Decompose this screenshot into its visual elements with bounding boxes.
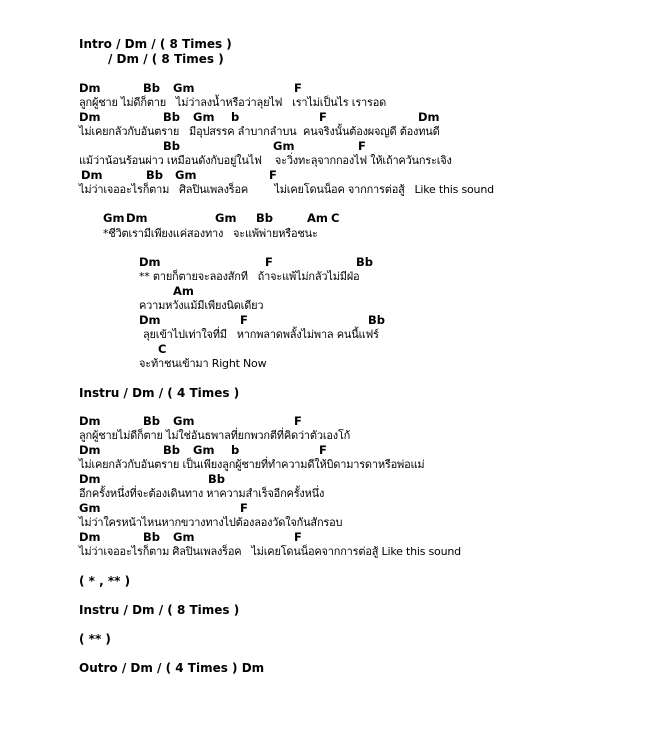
lyric-line: ลูกผู้ชาย ไม่ดีก็ตาย ไม่ว่าลงน้ำหรือว่าลุยไฟ เราไม่เป็นไร เรารอด xyxy=(79,96,387,109)
chord: Dm xyxy=(79,414,101,428)
lyric-line: ไม่เคยกลัวกับอันตราย เป็นเพียงลูกผู้ชายที่ทำความดีให้บิดามารดาหรือพ่อแม่ xyxy=(79,458,425,471)
lyric-line: จะท้าชนเข้ามา Right Now xyxy=(139,357,267,370)
chord: Bb xyxy=(208,472,225,486)
chord: Gm xyxy=(173,414,195,428)
chord: Bb xyxy=(368,313,385,327)
chord: Dm xyxy=(81,168,103,182)
chord: Bb xyxy=(143,414,160,428)
chord: b xyxy=(231,110,240,124)
chord: Bb xyxy=(143,530,160,544)
chord: F xyxy=(265,255,273,269)
chord: C xyxy=(158,342,167,356)
chord: Gm xyxy=(103,211,125,225)
chord: Dm xyxy=(79,472,101,486)
intro-line-2: / Dm / ( 8 Times ) xyxy=(108,52,224,66)
lyric-line: ลุยเข้าไปเท่าใจที่มี หากพลาดพลั้งไม่พาล คนนี้แฟร์ xyxy=(143,328,379,341)
chord: Bb xyxy=(163,443,180,457)
chord: Dm xyxy=(139,255,161,269)
chord: Gm xyxy=(173,81,195,95)
chord: Am xyxy=(307,211,328,225)
lyric-line: ** ตายก็ตายจะลองสักที ถ้าจะแพ้ไม่กลัวไม่มีฝ่อ xyxy=(139,270,360,283)
chord: Bb xyxy=(256,211,273,225)
chord: Dm xyxy=(79,81,101,95)
lyric-line: ไม่ว่าเจออะไรก็ตาม ศิลปินเพลงร็อค ไม่เคยโดนน็อค จากการต่อสู้ Like this sound xyxy=(79,183,494,196)
lyric-line: แม้ว่าน้อนร้อนผ่าว เหมือนดังกับอยู่ในไฟ จะวิ่งทะลุจากกองไฟ ให้เถ้าควันกระเจิง xyxy=(79,154,452,167)
chord: Gm xyxy=(173,530,195,544)
chord: Dm xyxy=(79,530,101,544)
lyric-line: ไม่เคยกลัวกับอันตราย มีอุปสรรค ลำบากลำบน คนจริงนั้นต้องผจญดี ต้องทนดี xyxy=(79,125,440,138)
lyric-line: ไม่ว่าใครหน้าไหนหากขวางทางไปต้องลองวัดใจกันสักรอบ xyxy=(79,516,343,529)
chord: Bb xyxy=(163,139,180,153)
chord: F xyxy=(269,168,277,182)
chord: F xyxy=(294,530,302,544)
repeat-line: ( ** ) xyxy=(79,632,111,646)
lyric-line: อีกครั้งหนึ่งที่จะต้องเดินทาง หาความสำเร็จอีกครั้งหนึ่ง xyxy=(79,487,325,500)
chord: Bb xyxy=(146,168,163,182)
chord: Gm xyxy=(193,110,215,124)
chord: Bb xyxy=(163,110,180,124)
chord: Bb xyxy=(356,255,373,269)
chord: F xyxy=(319,110,327,124)
chord: F xyxy=(358,139,366,153)
chord: F xyxy=(240,313,248,327)
chord: Dm xyxy=(79,110,101,124)
chord: Gm xyxy=(215,211,237,225)
outro-line: Outro / Dm / ( 4 Times ) Dm xyxy=(79,661,265,675)
chord: Gm xyxy=(175,168,197,182)
lyric-line: ความหวังแม้มีเพียงนิดเดียว xyxy=(139,299,264,312)
intro-line: Intro / Dm / ( 8 Times ) xyxy=(79,37,232,51)
lyric-line: ไม่ว่าเจออะไรก็ตาม ศิลปินเพลงร็อค ไม่เคยโดนน็อคจากการต่อสู้ Like this sound xyxy=(79,545,461,558)
repeat-line: ( * , ** ) xyxy=(79,574,131,588)
chord: Gm xyxy=(273,139,295,153)
chord: F xyxy=(319,443,327,457)
chord: F xyxy=(240,501,248,515)
chord: b xyxy=(231,443,240,457)
chord: Gm xyxy=(193,443,215,457)
chord: F xyxy=(294,81,302,95)
chord: Dm xyxy=(126,211,148,225)
lyric-line: ลูกผู้ชายไม่ดีก็ตาย ไม่ใช่อันธพาลที่ยกพวกตีที่คิดว่าตัวเองโก้ xyxy=(79,429,351,442)
chord: C xyxy=(331,211,340,225)
chord: Am xyxy=(173,284,194,298)
lyric-line: *ชีวิตเรามีเพียงแค่สองทาง จะแพ้พ่ายหรือชนะ xyxy=(103,227,318,240)
chord: Dm xyxy=(418,110,440,124)
chord: Dm xyxy=(139,313,161,327)
instrumental-line: Instru / Dm / ( 4 Times ) xyxy=(79,386,240,400)
chord: F xyxy=(294,414,302,428)
chord: Bb xyxy=(143,81,160,95)
chord: Dm xyxy=(79,443,101,457)
chord: Gm xyxy=(79,501,101,515)
instrumental-line: Instru / Dm / ( 8 Times ) xyxy=(79,603,240,617)
